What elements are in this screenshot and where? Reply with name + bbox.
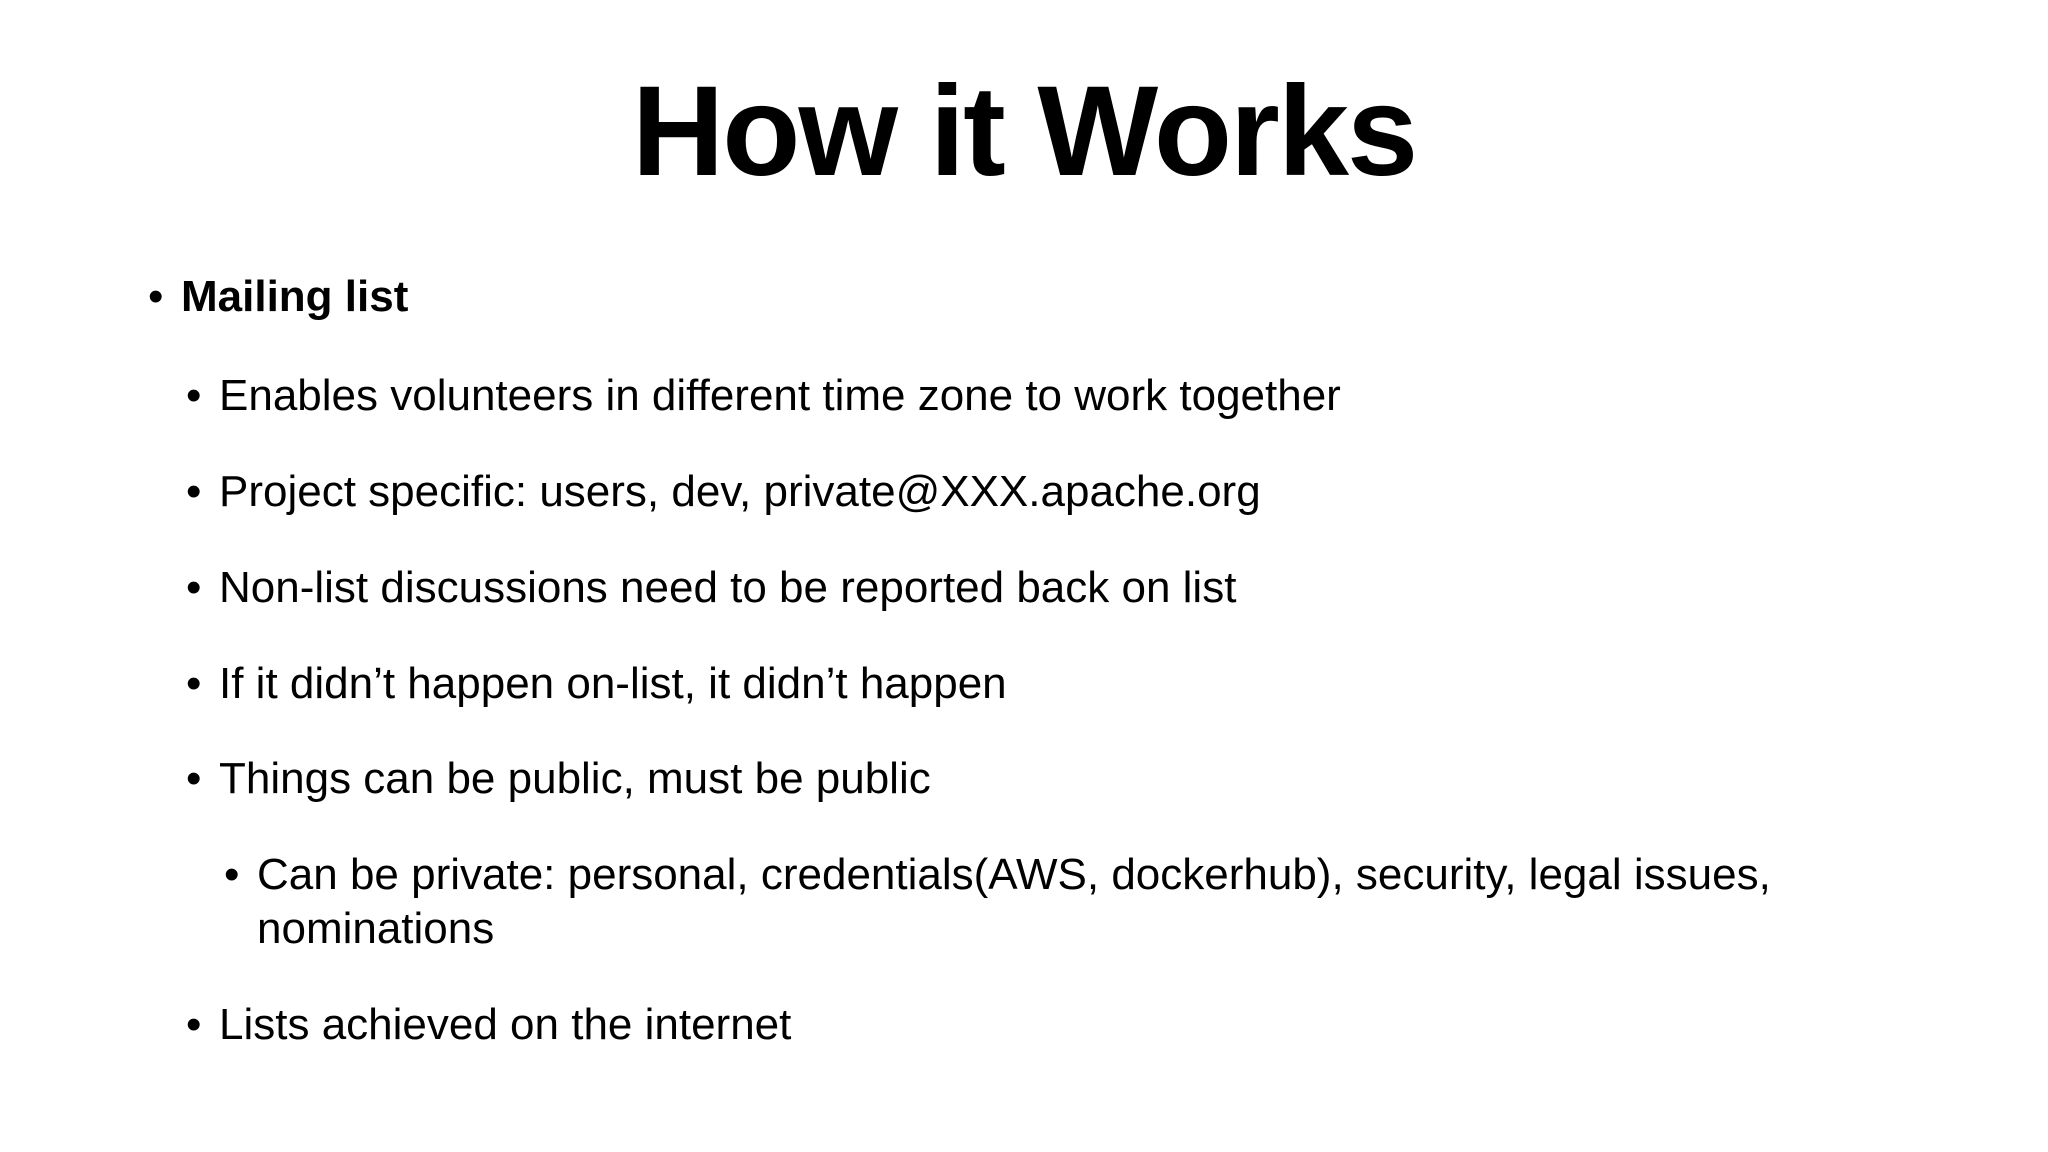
bullet-item: Enables volunteers in different time zone to work together — [219, 371, 1341, 420]
bullet-dot: • — [186, 754, 202, 803]
slide-title: How it Works — [631, 60, 1417, 203]
bullet-dot: • — [224, 850, 240, 899]
bullet-item: If it didn’t happen on-list, it didn’t happen — [219, 659, 1007, 708]
bullet-item: Things can be public, must be public — [219, 754, 931, 803]
bullet-item: Lists achieved on the internet — [219, 1000, 792, 1049]
bullet-dot: • — [186, 659, 202, 708]
bullet-item-mailing-list: Mailing list — [181, 272, 409, 321]
bullet-dot: • — [186, 563, 202, 612]
bullet-dot: • — [148, 272, 164, 321]
bullet-dot: • — [186, 371, 202, 420]
bullet-dot: • — [186, 467, 202, 516]
bullet-item: Project specific: users, dev, private@XXX.apache.org — [219, 467, 1261, 516]
bullet-item: Non-list discussions need to be reported back on list — [219, 563, 1237, 612]
sub-bullet-item: Can be private: personal, credentials(AWS, dockerhub), security, legal issues, nominations — [257, 850, 1771, 953]
bullet-dot: • — [186, 1000, 202, 1049]
